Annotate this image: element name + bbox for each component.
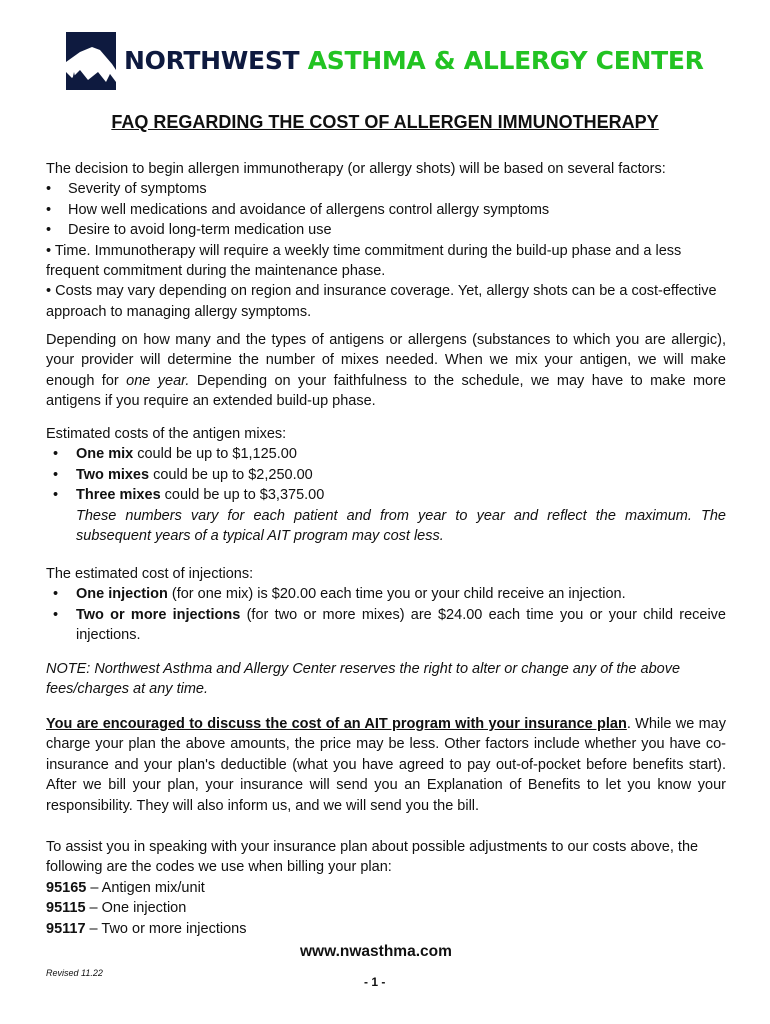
logo-center-name: ASTHMA & ALLERGY CENTER bbox=[307, 46, 704, 75]
list-item: • Time. Immunotherapy will require a weekly time commitment during the build-up phase and a less frequent commitment during the maintenance phase. bbox=[46, 242, 682, 280]
codes-lead: To assist you in speaking with your insurance plan about possible adjustments to our costs above, the following are the codes we use when billing your plan: bbox=[46, 839, 699, 876]
website-url: www.nwasthma.com bbox=[300, 943, 452, 960]
billing-code: 95165 – Antigen mix/unit bbox=[46, 879, 205, 896]
billing-codes-section bbox=[46, 837, 726, 939]
injection-costs-section bbox=[46, 564, 726, 646]
list-item: • Desire to avoid long-term medication use bbox=[46, 220, 726, 240]
fees-note: NOTE: Northwest Asthma and Allergy Center reserves the right to alter or change any of the above fees/charges at any time. bbox=[46, 661, 681, 698]
mountain-logo-icon bbox=[66, 32, 116, 90]
logo-northwest: NORTHWEST bbox=[124, 46, 300, 75]
mix-costs-lead: Estimated costs of the antigen mixes: bbox=[46, 426, 287, 442]
list-item: • How well medications and avoidance of allergens control allergy symptoms bbox=[46, 200, 726, 220]
list-item: • Two mixes could be up to $2,250.00 bbox=[46, 465, 726, 485]
injection-costs-lead: The estimated cost of injections: bbox=[46, 566, 254, 582]
list-item: • Two or more injections (for two or more mixes) are $24.00 each time you or your child receive injections. bbox=[46, 605, 726, 646]
list-item: • Three mixes could be up to $3,375.00 bbox=[46, 485, 726, 505]
intro-lead: The decision to begin allergen immunotherapy (or allergy shots) will be based on several factors: bbox=[46, 161, 666, 177]
page-title: FAQ REGARDING THE COST OF ALLERGEN IMMUNOTHERAPY bbox=[111, 112, 659, 132]
mixes-paragraph: Depending on how many and the types of antigens or allergens (substances to which you are allergic), your provider will determine the number of mixes needed. When we mix your antigen, we will make enough for one year. Depending on your faithfulness to the schedule, we may have to make more antigens if you require an extended build-up phase. bbox=[46, 332, 726, 410]
mix-costs-section bbox=[46, 424, 726, 546]
billing-code: 95115 – One injection bbox=[46, 900, 187, 917]
revision-date: Revised 11.22 bbox=[46, 968, 103, 978]
list-item: • One injection (for one mix) is $20.00 each time you or your child receive an injection. bbox=[46, 584, 726, 604]
list-item: • Severity of symptoms bbox=[46, 179, 726, 199]
intro-section bbox=[46, 159, 726, 322]
logo bbox=[66, 32, 704, 90]
page-number: - 1 - bbox=[364, 975, 386, 989]
mix-costs-note: These numbers vary for each patient and from year to year and reflect the maximum. The subsequent years of a typical AIT program may cost less. bbox=[76, 507, 726, 545]
insurance-paragraph: You are encouraged to discuss the cost of an AIT program with your insurance plan. While we may charge your plan the above amounts, the price may be less. Other factors include whether you have co-insurance and your plan's deductible (what you have agreed to pay out-of-pocket before benefits start). After we bill your plan, your insurance will send you an Explanation of Benefits to let you know your responsibility. They will also inform us, and we will send you the bill. bbox=[46, 716, 726, 814]
billing-code: 95117 – Two or more injections bbox=[46, 920, 247, 937]
list-item: • One mix could be up to $1,125.00 bbox=[46, 444, 726, 464]
list-item: • Costs may vary depending on region and insurance coverage. Yet, allergy shots can be a cost-effective approach to managing allergy symptoms. bbox=[46, 283, 717, 320]
